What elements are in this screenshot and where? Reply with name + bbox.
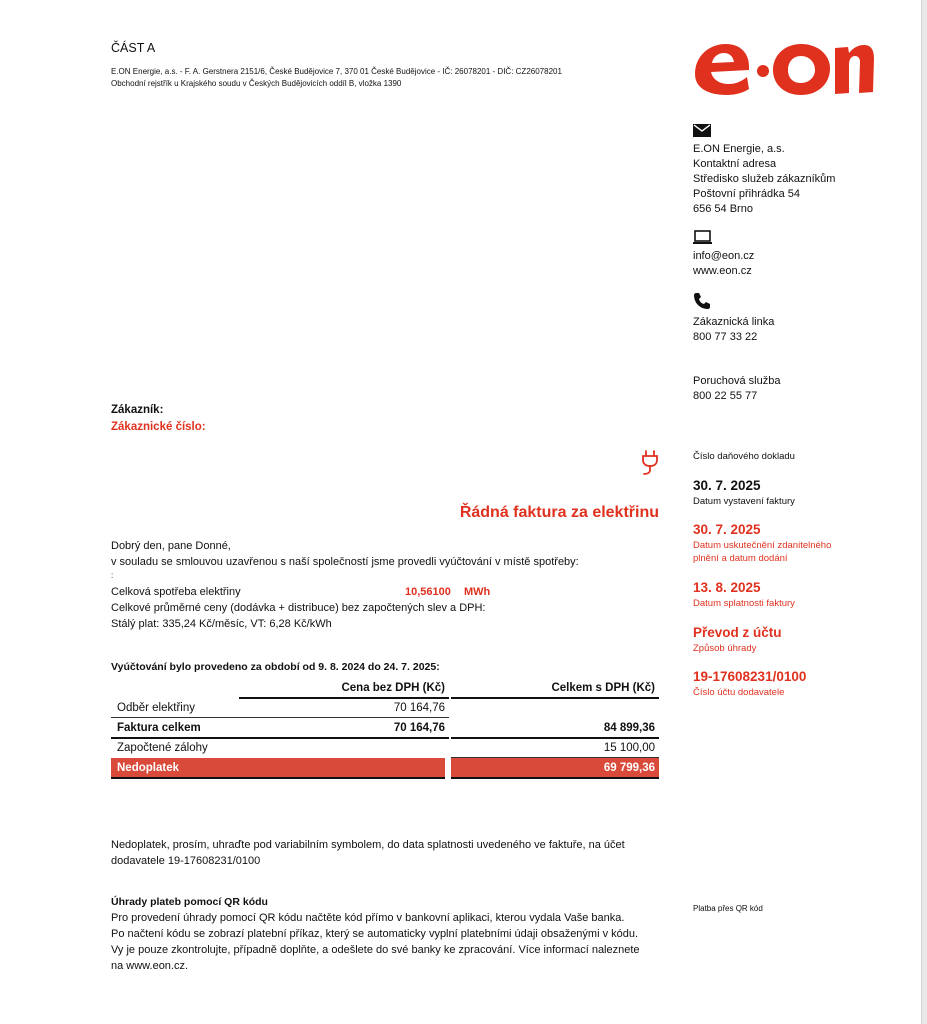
payment-note-line: dodavatele 19-17608231/0100: [111, 855, 261, 867]
address-line: Středisko služeb zákazníkům: [693, 173, 836, 185]
billing-table: [111, 678, 659, 778]
invoice-title: Řádná faktura za elektřinu: [459, 504, 659, 521]
hotline-number: 800 77 33 22: [693, 331, 758, 343]
table-row-underpayment: [111, 758, 659, 778]
table-header-cell: [111, 678, 239, 697]
table-bottom-rule: [451, 777, 659, 779]
contact-online: [693, 249, 903, 279]
section-title: ČÁST A: [111, 41, 156, 55]
table-cell: Faktura celkem: [111, 718, 239, 739]
table-bottom-rule: [111, 777, 445, 779]
payment-note-line: Nedoplatek, prosím, uhraďte pod variabilním symbolem, do data splatnosti uvedeného ve faktuře, na účet: [111, 839, 625, 851]
laptop-icon: [693, 230, 712, 250]
email-link[interactable]: info@eon.cz: [693, 250, 755, 262]
table-cell: 69 799,36: [451, 758, 659, 777]
due-date: 13. 8. 2025: [693, 580, 761, 595]
table-cell: 84 899,36: [451, 718, 659, 739]
fault-label: Poruchová služba: [693, 375, 781, 387]
qr-text-line: na www.eon.cz.: [111, 960, 189, 972]
issue-date-label: Datum vystavení faktury: [693, 496, 795, 507]
payment-method: Převod z účtu: [693, 625, 782, 640]
taxable-date: 30. 7. 2025: [693, 522, 761, 537]
table-row: [111, 718, 659, 738]
address-line: Poštovní přihrádka 54: [693, 188, 801, 200]
qr-text-line: Po načtení kódu se zobrazí platební příkaz, který se automaticky vyplní platebními údaji obsaženými v kódu.: [111, 928, 639, 940]
due-date-label: Datum splatnosti faktury: [693, 598, 795, 609]
customer-number-label: Zákaznické číslo:: [111, 421, 206, 433]
table-row: [111, 698, 659, 718]
greeting: Dobrý den, pane Donné,: [111, 540, 231, 552]
address-line: 656 54 Brno: [693, 203, 753, 215]
doc-number-label: [693, 450, 903, 463]
consumption-label: Celková spotřeba elektřiny: [111, 586, 241, 598]
due-date-block: [693, 579, 903, 610]
payment-method-block: [693, 624, 903, 655]
payment-note: [111, 837, 671, 869]
envelope-icon: [693, 124, 711, 142]
table-header-row: [111, 678, 659, 698]
fault-block: [693, 374, 903, 404]
qr-text: [111, 910, 681, 974]
web-link[interactable]: www.eon.cz: [693, 265, 752, 277]
table-cell: 70 164,76: [239, 718, 449, 739]
company-line-2: Obchodní rejstřík u Krajského soudu v Českých Budějovicích oddíl B, vložka 1390: [111, 79, 402, 88]
taxable-date-label-1: Datum uskutečnění zdanitelného: [693, 540, 832, 551]
page-edge: [921, 0, 927, 1024]
consumption-unit: MWh: [464, 586, 491, 598]
hotline-block: [693, 315, 903, 345]
taxable-date-block: [693, 521, 903, 565]
phone-icon: [693, 292, 711, 315]
hotline-label: Zákaznická linka: [693, 316, 775, 328]
contact-address: [693, 142, 903, 217]
fault-number: 800 22 55 77: [693, 390, 758, 402]
qr-text-line: Pro provedení úhrady pomocí QR kódu načtěte kód přímo v bankovní aplikaci, kterou vydala Vaše banka.: [111, 912, 625, 924]
issue-date-block: [693, 477, 903, 508]
table-cell: [451, 698, 659, 717]
intro-text: v souladu se smlouvou uzavřenou s naší společností jsme provedli vyúčtování v místě spotřeby:: [111, 556, 579, 568]
table-cell: [239, 738, 449, 757]
company-line-1: E.ON Energie, a.s. - F. A. Gerstnera 2151/6, České Budějovice 7, 370 01 České Budějovice - IČ: 26078201 - DIČ: CZ26078201: [111, 67, 562, 76]
place-marker: :: [111, 571, 114, 580]
supplier-account: 19-17608231/0100: [693, 669, 807, 684]
consumption-value: 10,56100: [405, 586, 451, 598]
qr-title: Úhrady plateb pomocí QR kódu: [111, 896, 268, 908]
billing-period: Vyúčtování bylo provedeno za období od 9. 8. 2024 do 24. 7. 2025:: [111, 661, 440, 673]
doc-number-label-text: Číslo daňového dokladu: [693, 451, 795, 462]
table-header-cell: Celkem s DPH (Kč): [451, 678, 659, 699]
customer-label: Zákazník:: [111, 404, 164, 416]
avg-price-label: Celkové průměrné ceny (dodávka + distribuce) bez započtených slev a DPH:: [111, 602, 486, 614]
issue-date: 30. 7. 2025: [693, 478, 761, 493]
table-cell: Nedoplatek: [111, 758, 445, 777]
invoice-intro: [111, 538, 671, 581]
taxable-date-label-2: plnění a datum dodání: [693, 553, 788, 564]
address-line: E.ON Energie, a.s.: [693, 143, 785, 155]
avg-price-value: Stálý plat: 335,24 Kč/měsíc, VT: 6,28 Kč/kWh: [111, 618, 332, 630]
table-cell: 70 164,76: [239, 698, 449, 718]
table-cell: Započtené zálohy: [117, 742, 208, 754]
table-header-cell: Cena bez DPH (Kč): [239, 678, 449, 699]
plug-icon: [640, 450, 660, 481]
qr-side-label: Platba přes QR kód: [693, 904, 763, 913]
payment-method-label: Způsob úhrady: [693, 643, 757, 654]
qr-text-line: Vy je pouze zkontrolujte, případně doplňte, a odešlete do své banky ke zpracování. Více informací naleznete: [111, 944, 640, 956]
eon-logo: [693, 34, 875, 98]
account-block: [693, 668, 903, 699]
address-line: Kontaktní adresa: [693, 158, 777, 170]
table-row: [111, 738, 659, 758]
table-cell: 15 100,00: [451, 738, 659, 758]
supplier-account-label: Číslo účtu dodavatele: [693, 687, 785, 698]
table-cell: Odběr elektřiny: [111, 698, 239, 718]
